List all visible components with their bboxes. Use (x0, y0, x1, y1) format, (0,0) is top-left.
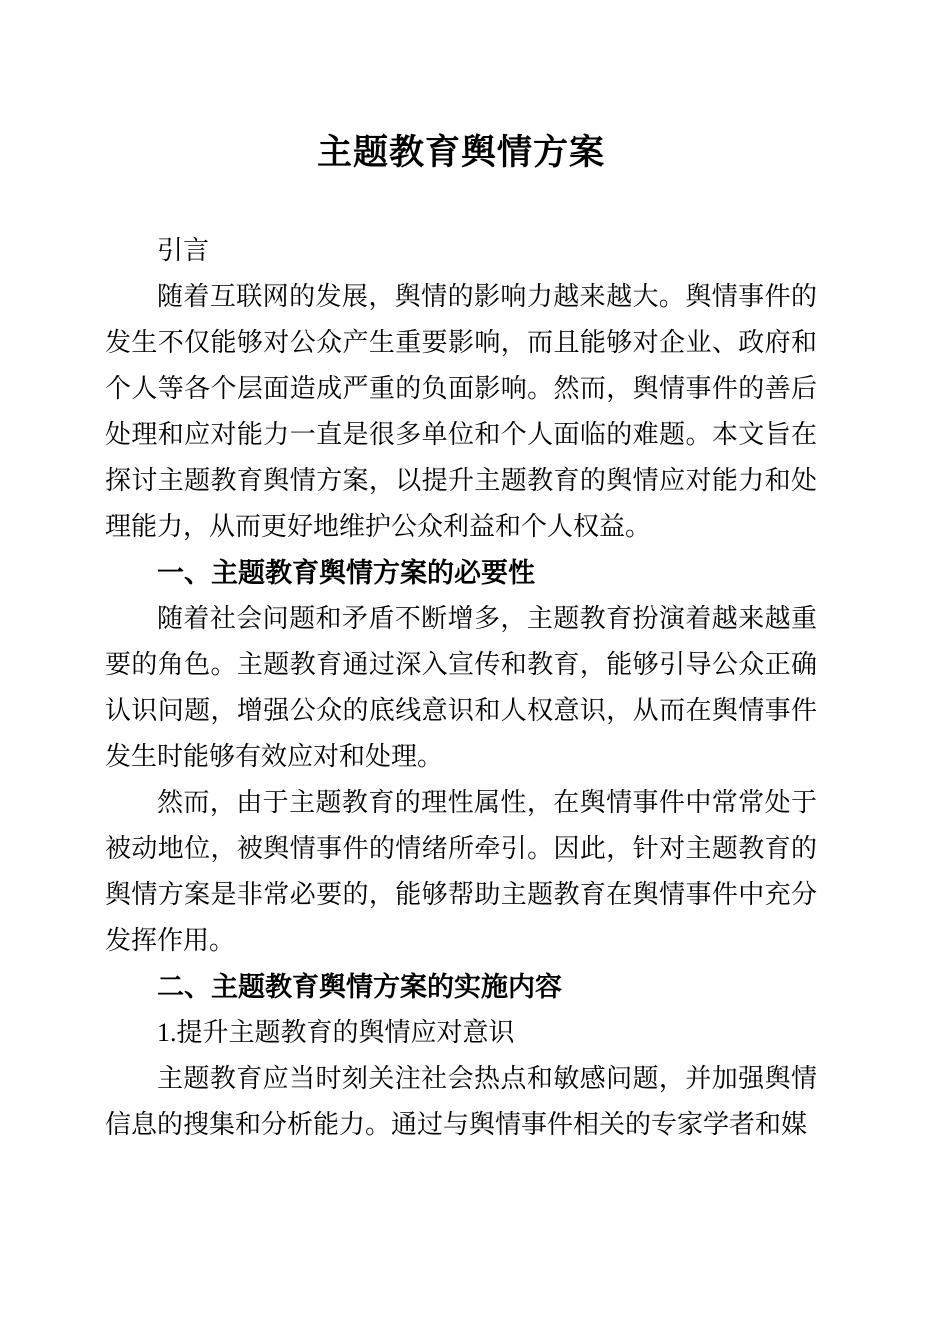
section-heading-1: 一、主题教育舆情方案的必要性 (157, 558, 535, 588)
section-heading-2: 二、主题教育舆情方案的实施内容 (157, 972, 562, 1002)
document-body (105, 228, 817, 1148)
intro-paragraph: 随着互联网的发展，舆情的影响力越来越大。舆情事件的发生不仅能够对公众产生重要影响，而且能够对企业、政府和个人等各个层面造成严重的负面影响。然而，舆情事件的善后处理和应对能力一直是很多单位和个人面临的难题。本文旨在探讨主题教育舆情方案，以提升主题教育的舆情应对能力和处理能力，从而更好地维护公众利益和个人权益。 (105, 282, 817, 541)
section-2-paragraph-1: 主题教育应当时刻关注社会热点和敏感问题，并加强舆情信息的搜集和分析能力。通过与舆情事件相关的专家学者和媒 (105, 1064, 817, 1139)
intro-label: 引言 (157, 236, 210, 265)
section-1-paragraph-2: 然而，由于主题教育的理性属性，在舆情事件中常常处于被动地位，被舆情事件的情绪所牵引。因此，针对主题教育的舆情方案是非常必要的，能够帮助主题教育在舆情事件中充分发挥作用。 (105, 788, 817, 955)
section-2-subheading-1: 1.提升主题教育的舆情应对意识 (157, 1018, 515, 1047)
section-1-paragraph-1: 随着社会问题和矛盾不断增多，主题教育扮演着越来越重要的角色。主题教育通过深入宣传和教育，能够引导公众正确认识问题，增强公众的底线意识和人权意识，从而在舆情事件发生时能够有效应对和处理。 (105, 604, 817, 771)
document-title: 主题教育舆情方案 (316, 133, 605, 172)
